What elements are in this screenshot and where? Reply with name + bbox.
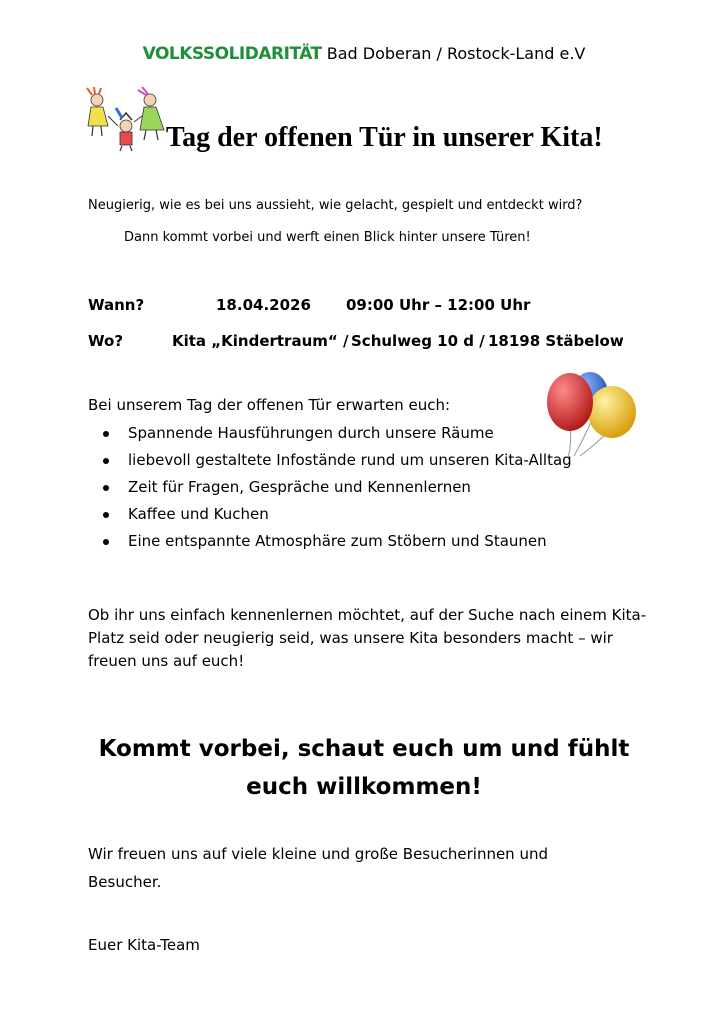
org-header [0,44,728,64]
event-city: 18198 Stäbelow [488,332,624,350]
callout [0,730,728,806]
list-item: Spannende Hausführungen durch unsere Räume [128,420,572,447]
intro-line-2: Dann kommt vorbei und werft einen Blick hinter unsere Türen! [124,230,531,245]
list-item: Eine entspannte Atmosphäre zum Stöbern und Staunen [128,528,572,555]
intro-line-1: Neugierig, wie es bei uns aussieht, wie gelacht, gespielt und entdeckt wird? [88,198,583,213]
children-clipart [84,86,168,152]
org-name: Bad Doberan / Rostock-Land e.V [326,44,586,63]
event-date: 18.04.2026 [216,296,311,314]
when-label: Wann? [88,296,145,314]
list-item: Zeit für Fragen, Gespräche und Kennenlernen [128,474,572,501]
callout-line-1: Kommt vorbei, schaut euch um und fühlt [98,736,630,762]
event-street: Schulweg 10 d / [351,332,485,350]
body-paragraph: Ob ihr uns einfach kennenlernen möchtet, auf der Suche nach einem Kita-Platz seid oder neugierig seid, was unsere Kita besonders macht – wir freuen uns auf euch! [88,606,647,670]
closing-text: Wir freuen uns auf viele kleine und große Besucherinnen und Besucher. [88,845,548,891]
features-lead: Bei unserem Tag der offenen Tür erwarten euch: [88,396,451,414]
signature: Euer Kita-Team [88,936,200,954]
event-time: 09:00 Uhr – 12:00 Uhr [346,296,531,314]
page-title: Tag der offenen Tür in unserer Kita! [166,122,603,153]
features-list [88,420,572,555]
event-place: Kita „Kindertraum“ / [172,332,349,350]
list-item: liebevoll gestaltete Infostände rund um unseren Kita-Alltag [128,447,572,474]
list-item: Kaffee und Kuchen [128,501,572,528]
where-label: Wo? [88,332,124,350]
volkssolidaritaet-logo: VOLKSSOLIDARITÄT [142,44,322,64]
callout-line-2: euch willkommen! [246,774,482,800]
